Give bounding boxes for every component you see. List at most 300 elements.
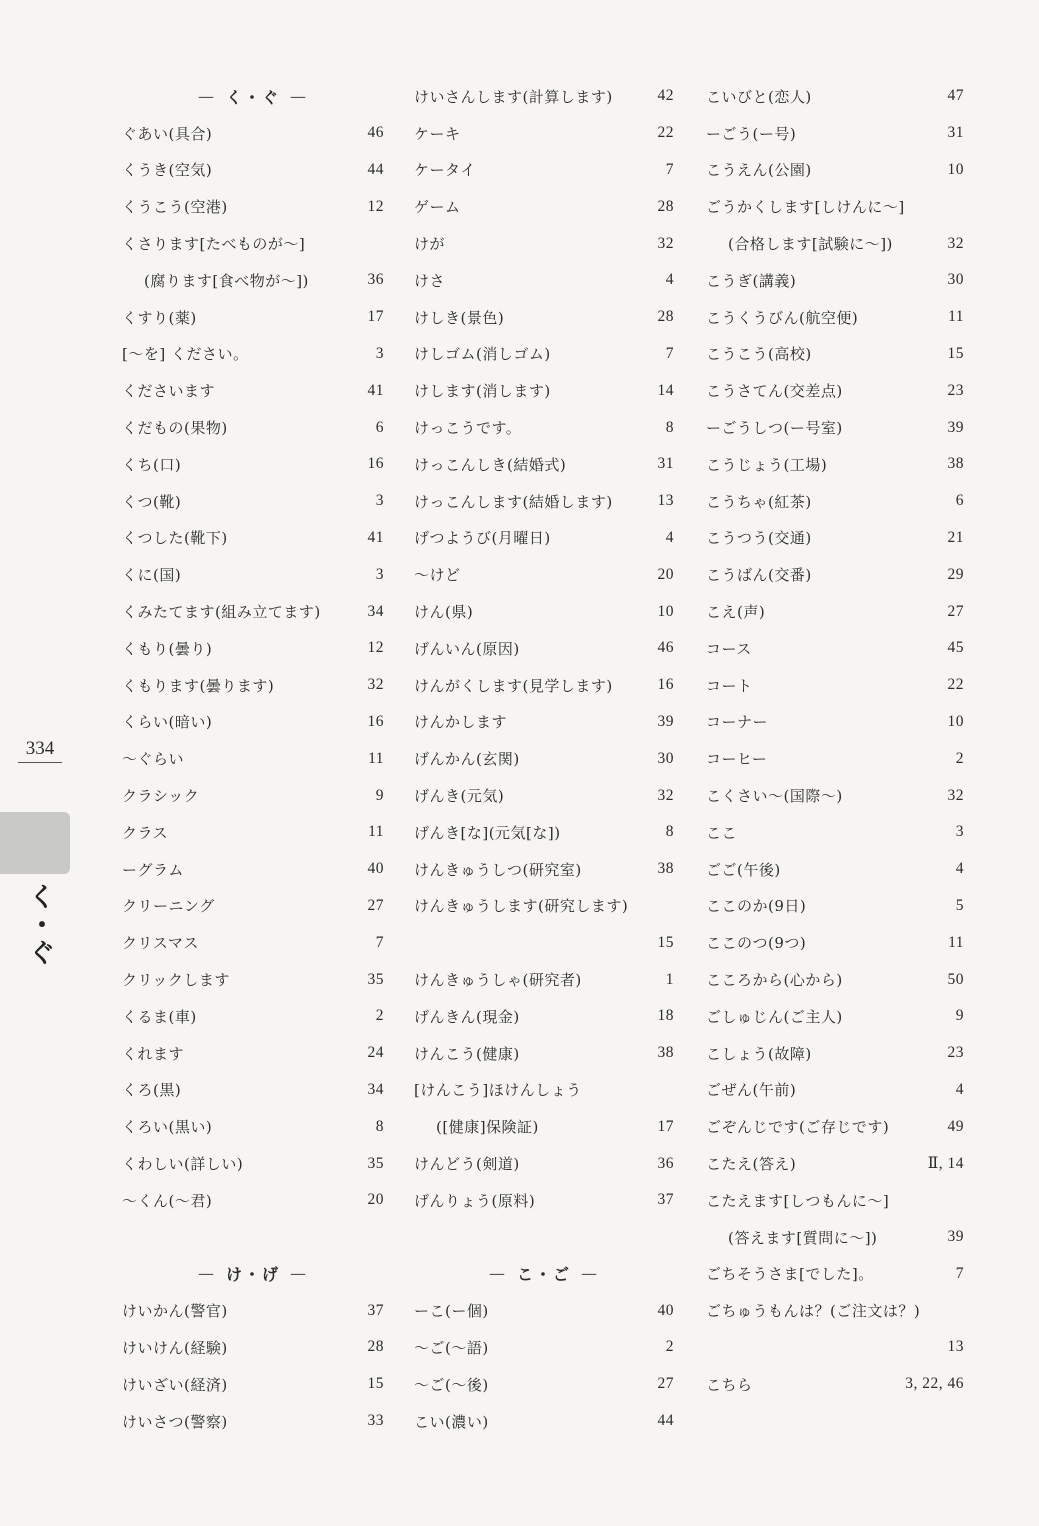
index-entry [414,299,674,336]
index-entry [414,1108,674,1145]
index-entry [414,1035,674,1072]
index-entry [414,924,674,961]
index-term: クラシック [122,787,200,806]
section-header [122,1256,384,1293]
index-term: [～を] ください。 [122,345,249,364]
lesson-number: 23 [947,1044,964,1062]
index-entry [122,336,384,373]
index-entry [706,409,964,446]
index-term: くつした(靴下) [122,529,228,548]
lesson-number: 44 [367,160,384,178]
index-term: けさ [414,271,446,290]
lesson-number: 24 [367,1044,384,1062]
index-entry [122,188,384,225]
index-term: けいけん(経験) [122,1338,228,1357]
index-term: コーナー [706,713,769,732]
lesson-number: 32 [367,676,384,694]
index-term: ここのつ(9つ) [706,934,807,953]
index-entry [706,704,964,741]
index-entry [706,740,964,777]
index-entry [414,1072,674,1109]
index-term: くもります(曇ります) [122,676,275,695]
lesson-number: 17 [657,1117,674,1135]
index-term: こちら [706,1375,753,1394]
index-term: ケータイ [414,161,476,180]
index-entry [122,1072,384,1109]
index-term: ーごうしつ(ー号室) [706,419,843,438]
header-dash: — [290,1264,308,1284]
lesson-number: 38 [657,1044,674,1062]
lesson-number: 38 [657,860,674,878]
index-term: げんき(元気) [414,787,505,806]
index-term: こうくうびん(航空便) [706,308,859,327]
lesson-number: 17 [367,308,384,326]
index-entry [122,262,384,299]
index-term: クリスマス [122,934,199,953]
spacer [414,1219,674,1256]
index-term: ーごう(ー号) [706,124,797,143]
lesson-number: 3, 22, 46 [905,1375,964,1393]
index-entry [122,998,384,1035]
index-term: こうさてん(交差点) [706,382,843,401]
lesson-number: 44 [657,1412,674,1430]
lesson-number: 35 [367,1154,384,1172]
header-dash: — [197,86,216,106]
index-term: こころから(心から) [706,971,843,990]
index-term: くらい(暗い) [122,713,213,732]
index-term: こえ(声) [706,603,766,622]
index-entry [414,667,674,704]
lesson-number: 3 [375,344,384,362]
index-entry [706,1366,964,1403]
index-entry [706,593,964,630]
header-dash: — [290,86,308,106]
index-term: ごうかくします[しけんに～] [706,198,905,217]
lesson-number: 14 [657,381,674,399]
index-entry [706,1145,964,1182]
index-term: けが [414,235,446,254]
index-entry [122,1292,384,1329]
lesson-number: 27 [367,896,384,914]
lesson-number: 4 [665,528,674,546]
index-term: こしょう(故障) [706,1044,812,1063]
index-entry [122,1366,384,1403]
index-term: けいさつ(警察) [122,1412,228,1431]
index-entry [414,961,674,998]
lesson-number: 7 [955,1264,964,1282]
index-entry [414,78,674,115]
lesson-number: 7 [375,933,384,951]
index-term: こうこう(高校) [706,345,812,364]
index-entry [122,777,384,814]
lesson-number: 8 [665,418,674,436]
index-entry [706,1292,964,1329]
index-entry [414,152,674,189]
index-term: けんきゅうしゃ(研究者) [414,971,582,990]
lesson-number: 41 [367,381,384,399]
index-entry [706,520,964,557]
section-header-text: く・ぐ [225,87,280,107]
section-header-text: け・げ [225,1265,280,1285]
index-entry [414,1403,674,1440]
index-entry [122,961,384,998]
lesson-number: 30 [657,749,674,767]
index-entry [414,556,674,593]
lesson-number: 50 [947,970,964,988]
index-entry [122,851,384,888]
index-entry [706,1182,964,1219]
index-term: ケーキ [414,124,461,143]
index-term: ごしゅじん(ご主人) [706,1007,843,1026]
index-entry [414,262,674,299]
lesson-number: 45 [947,639,964,657]
index-entry [706,888,964,925]
lesson-number: 11 [948,308,964,326]
side-label-char-2: ぐ [28,939,55,969]
index-term: ～けど [414,566,461,585]
lesson-number: 18 [657,1007,674,1025]
lesson-number: 11 [948,933,964,951]
index-entry [414,225,674,262]
index-entry [706,299,964,336]
index-entry [706,372,964,409]
index-entry [122,1403,384,1440]
header-dash: — [581,1264,599,1284]
index-term: こうぎ(講義) [706,271,797,290]
lesson-number: 10 [947,712,964,730]
lesson-number: 46 [657,639,674,657]
index-entry [414,115,674,152]
index-term: くわしい(詳しい) [122,1155,244,1173]
index-entry [122,446,384,483]
lesson-number: 38 [947,455,964,473]
index-term: くれます [122,1044,185,1063]
lesson-number: 21 [947,528,964,546]
index-term: こたえ(答え) [706,1155,797,1173]
index-entry [414,1292,674,1329]
lesson-number: 8 [665,823,674,841]
index-term: けんこう(健康) [414,1044,520,1063]
lesson-number: 32 [947,786,964,804]
index-entry [706,262,964,299]
index-term: ぐあい(具合) [122,124,213,143]
index-entry [706,556,964,593]
index-term: げんりょう(原料) [414,1191,536,1210]
index-term: けっこんします(結婚します) [414,492,613,511]
index-term: ～くん(～君) [122,1191,213,1210]
index-entry [706,1256,964,1293]
index-entry [706,1072,964,1109]
index-term: くもり(曇り) [122,639,213,658]
index-entry [122,225,384,262]
index-entry [414,704,674,741]
index-entry [122,520,384,557]
lesson-number: 4 [955,860,964,878]
index-term: ごご(午後) [706,860,781,879]
lesson-number: 3 [375,565,384,583]
index-term: こくさい～(国際～) [706,787,843,806]
index-entry [122,704,384,741]
index-term: くさります[たべものが～] [122,235,306,254]
index-entry [122,372,384,409]
lesson-number: 2 [375,1007,384,1025]
lesson-number: 39 [657,712,674,730]
index-entry [706,446,964,483]
index-entry [706,188,964,225]
index-term: ごぞんじです(ご存じです) [706,1118,890,1137]
index-entry [122,667,384,704]
index-entry [414,814,674,851]
index-entry [706,336,964,373]
lesson-number: 28 [657,197,674,215]
index-term: けんどう(剣道) [414,1155,520,1173]
index-entry [706,152,964,189]
index-entry [706,1108,964,1145]
index-entry [414,777,674,814]
index-term: こうばん(交番) [706,566,812,585]
index-term: けっこうです。 [414,419,522,438]
index-entry [122,299,384,336]
index-term: ごぜん(午前) [706,1081,797,1100]
index-column-1 [122,78,384,1439]
index-entry [122,1145,384,1182]
index-entry [706,225,964,262]
index-term: こたえます[しつもんに～] [706,1191,890,1210]
lesson-number: 20 [367,1191,384,1209]
index-term: けしき(景色) [414,308,505,327]
lesson-number: 5 [955,896,964,914]
side-label-dot: ・ [28,911,55,941]
index-entry [122,630,384,667]
index-term: けします(消します) [414,382,551,401]
index-entry [706,1035,964,1072]
index-entry [706,924,964,961]
index-term: こうじょう(工場) [706,455,828,474]
lesson-number: 28 [367,1338,384,1356]
lesson-number: 12 [367,197,384,215]
lesson-number: 15 [367,1375,384,1393]
index-entry [122,483,384,520]
index-entry [414,740,674,777]
lesson-number: 34 [367,602,384,620]
index-entry [414,630,674,667]
index-term: ごちそうさま[でした]。 [706,1265,874,1284]
lesson-number: 10 [657,602,674,620]
index-entry [122,556,384,593]
index-entry [122,1329,384,1366]
index-entry [414,1145,674,1182]
index-entry [122,1035,384,1072]
lesson-number: 32 [657,786,674,804]
lesson-number: 35 [367,970,384,988]
index-entry [122,740,384,777]
lesson-number: 15 [657,933,674,951]
index-term: くださいます [122,382,216,401]
index-entry [706,851,964,888]
index-entry [706,667,964,704]
index-term: こうえん(公園) [706,161,812,180]
index-term: くろい(黒い) [122,1118,213,1137]
spacer [122,1219,384,1256]
index-entry [414,998,674,1035]
index-term: ここのか(9日) [706,897,807,916]
index-term: (答えます[質問に～]) [728,1228,878,1247]
index-entry [122,593,384,630]
index-term: くろ(黒) [122,1081,182,1100]
lesson-number: 13 [657,492,674,510]
lesson-number: 4 [955,1080,964,1098]
lesson-number: 27 [947,602,964,620]
index-column-3 [706,78,964,1403]
index-entry [414,1366,674,1403]
lesson-number: 31 [657,455,674,473]
index-term: [けんこう]ほけんしょう [414,1081,582,1100]
lesson-number: 16 [657,676,674,694]
thumb-index-tab [0,812,70,874]
lesson-number: 32 [947,234,964,252]
lesson-number: 23 [947,381,964,399]
lesson-number: Ⅱ, 14 [927,1155,964,1172]
index-term: くだもの(果物) [122,419,228,438]
index-entry [706,998,964,1035]
index-entry [414,483,674,520]
index-term: けんきゅうしつ(研究室) [414,860,582,879]
index-term: こうちゃ(紅茶) [706,492,812,511]
index-term: (合格します[試験に～]) [728,235,893,254]
lesson-number: 1 [665,970,674,988]
index-term: くみたてます(組み立てます) [122,603,321,622]
lesson-number: 37 [657,1191,674,1209]
index-entry [706,777,964,814]
index-entry [706,78,964,115]
index-term: けいさんします(計算します) [414,87,613,106]
index-term: コーヒー [706,750,768,769]
lesson-number: 15 [947,344,964,362]
index-term: ーグラム [122,860,184,879]
lesson-number: 34 [367,1080,384,1098]
index-term: こい(濃い) [414,1412,489,1431]
lesson-number: 22 [947,676,964,694]
index-term: くるま(車) [122,1007,197,1026]
index-term: ～ご(～後) [414,1375,489,1394]
index-entry [414,188,674,225]
index-entry [414,336,674,373]
index-term: くつ(靴) [122,492,182,511]
header-dash: — [197,1264,216,1284]
lesson-number: 49 [947,1117,964,1135]
lesson-number: 29 [947,565,964,583]
lesson-number: 36 [367,271,384,289]
index-term: こうつう(交通) [706,529,812,548]
index-term: げんいん(原因) [414,639,520,658]
index-term: けっこんしき(結婚式) [414,455,567,474]
index-entry [706,115,964,152]
index-entry [414,409,674,446]
lesson-number: 40 [367,860,384,878]
index-term: くち(口) [122,455,182,474]
lesson-number: 30 [947,271,964,289]
lesson-number: 39 [947,418,964,436]
lesson-number: 32 [657,234,674,252]
lesson-number: 16 [367,455,384,473]
section-header [414,1256,674,1293]
lesson-number: 8 [375,1117,384,1135]
lesson-number: 10 [947,160,964,178]
index-term: (腐ります[食べ物が～]) [144,271,309,290]
index-term: けんきゅうします(研究します) [414,897,629,916]
side-label-char-1: く [28,883,55,913]
lesson-number: 40 [657,1301,674,1319]
index-entry [122,814,384,851]
lesson-number: 9 [955,1007,964,1025]
index-term: けんがくします(見学します) [414,676,613,695]
index-term: クリックします [122,971,230,990]
index-term: けいざい(経済) [122,1375,228,1394]
section-header [122,78,384,115]
index-term: げんき[な](元気[な]) [414,823,561,842]
index-term: けしゴム(消しゴム) [414,345,551,364]
lesson-number: 42 [657,87,674,105]
index-entry [414,593,674,630]
lesson-number: 20 [657,565,674,583]
index-entry [122,409,384,446]
index-term: こいびと(恋人) [706,87,812,106]
index-term: クラス [122,823,169,842]
lesson-number: 13 [947,1338,964,1356]
index-term: ～ぐらい [122,750,185,769]
index-entry [122,924,384,961]
side-section-label [24,884,60,968]
index-term: けいかん(警官) [122,1302,228,1321]
index-entry [414,851,674,888]
page-number: 334 [18,738,62,763]
index-term: けん(県) [414,603,474,622]
lesson-number: 7 [665,344,674,362]
index-entry [706,1329,964,1366]
index-term: くに(国) [122,566,182,585]
index-entry [706,483,964,520]
index-entry [414,372,674,409]
lesson-number: 2 [665,1338,674,1356]
index-term: ごちゅうもんは？(ご注文は？) [706,1302,921,1321]
index-entry [414,1182,674,1219]
lesson-number: 36 [657,1154,674,1172]
index-entry [122,888,384,925]
index-term: けんかします [414,713,508,732]
index-entry [706,630,964,667]
index-term: ここ [706,823,738,842]
section-header-text: こ・ご [516,1265,571,1285]
index-term: ゲーム [414,198,461,217]
index-column-2 [414,78,674,1439]
header-dash: — [488,1264,507,1284]
index-entry [706,814,964,851]
index-entry [122,1182,384,1219]
lesson-number: 27 [657,1375,674,1393]
index-term: コート [706,676,753,695]
lesson-number: 33 [367,1412,384,1430]
lesson-number: 11 [368,749,384,767]
lesson-number: 2 [955,749,964,767]
lesson-number: 3 [955,823,964,841]
index-term: くうこう(空港) [122,198,228,217]
index-term: げつようび(月曜日) [414,529,551,548]
lesson-number: 46 [367,124,384,142]
index-entry [122,152,384,189]
lesson-number: 16 [367,712,384,730]
lesson-number: 39 [947,1228,964,1246]
index-term: ([健康]保険証) [436,1118,539,1137]
